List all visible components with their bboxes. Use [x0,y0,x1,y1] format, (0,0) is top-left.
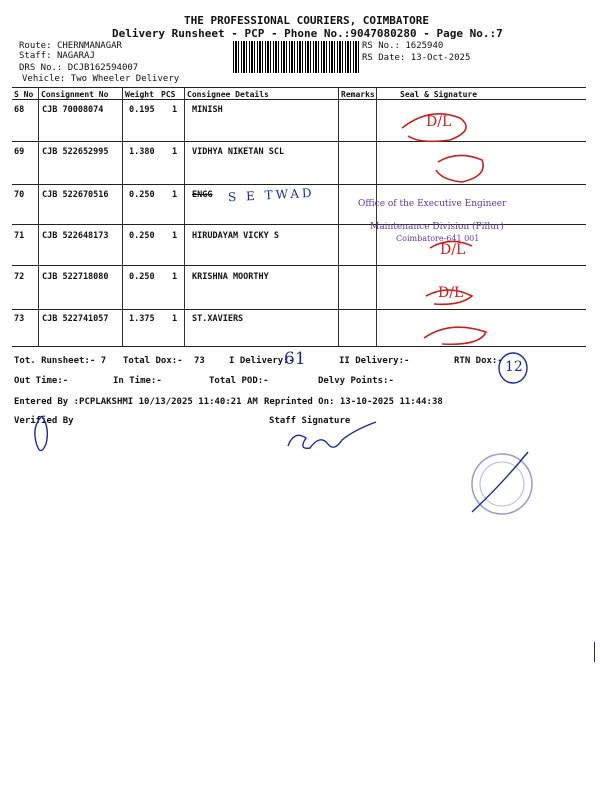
col-header-weight: Weight [125,90,154,99]
cell-consignee: ENGG [192,190,213,200]
cell-sno: 69 [14,147,25,157]
row-rule [12,309,586,310]
total-dox-label: Total Dox:- [123,356,183,366]
cell-sno: 73 [14,314,25,324]
cell-sno: 70 [14,190,25,200]
cell-consignment: CJB 522670516 [42,190,109,200]
rs-no-line [362,41,443,51]
cell-consignment: CJB 522718080 [42,272,109,282]
col-divider [338,88,339,346]
rtn-dox-label: RTN Dox:- [454,356,503,366]
rs-no-label: RS No.: [362,41,400,51]
vehicle-label: Vehicle: [22,74,66,84]
col-header-consignee: Consignee Details [187,90,269,99]
total-pod: Total POD:- [209,376,269,386]
col-header-consignment: Consignment No [41,90,109,99]
col-header-sno: S No [14,90,34,99]
cell-weight: 1.375 [129,314,155,324]
i-delivery-handwritten: 61 [284,349,306,369]
cell-pcs: 1 [172,231,178,241]
cell-consignment: CJB 522648173 [42,231,109,241]
dl-mark-row72: D/L [438,285,464,301]
cell-consignee: VIDHYA NIKETAN SCL [192,147,285,157]
col-divider [184,88,185,346]
table-bottom-rule [12,346,586,347]
cell-weight: 0.195 [129,105,155,115]
row-rule [12,141,586,142]
total-dox-value: 73 [194,356,205,366]
staff-line [19,51,95,61]
dl-mark-row68: D/L [426,114,452,130]
staff-label: Staff: [19,51,52,61]
edge-mark [594,642,595,662]
reprinted-on: Reprinted On: 13-10-2025 11:44:38 [264,397,443,407]
dl-mark-row71: D/L [440,242,466,258]
handwritten-note-row70: S E TWAD [227,185,315,205]
col-header-remarks: Remarks [341,90,375,99]
round-seal-stamp [462,444,542,524]
table-header-rule [12,99,586,100]
drs-line [19,63,138,73]
company-title: THE PROFESSIONAL COURIERS, COIMBATORE [184,14,430,27]
cell-consignment: CJB 522652995 [42,147,109,157]
cell-weight: 1.380 [129,147,155,157]
route-value: CHERNMANAGAR [56,41,122,51]
rtn-dox-handwritten: 12 [505,359,523,375]
cell-weight: 0.250 [129,190,155,200]
i-delivery-label: I Delivery:- [229,356,295,366]
row-rule [12,265,586,266]
out-time: Out Time:- [14,376,69,386]
stamp-line1: Office of the Executive Engineer [358,199,507,209]
col-header-pcs: PCS [161,90,176,99]
staff-signature-label: Staff Signature [269,416,351,426]
staff-value: NAGARAJ [56,51,95,61]
rs-date-line [362,53,470,63]
stamp-line2: Maintenance Division (Pillur) [370,222,504,232]
tot-runsheet: Tot. Runsheet:- 7 [14,356,107,366]
col-divider [38,88,39,346]
runsheet-subtitle: Delivery Runsheet - PCP - Phone No.:9047080280 - Page No.:7 [112,27,503,40]
drs-value: DCJB162594007 [67,63,139,73]
stamp-line3: Coimbatore-641 001 [396,234,480,243]
route-label: Route: [19,41,52,51]
cell-pcs: 1 [172,105,178,115]
row-rule [12,184,586,185]
drs-label: DRS No.: [19,63,63,73]
cell-weight: 0.250 [129,272,155,282]
route-line [19,41,122,51]
barcode [233,41,361,73]
cell-sno: 71 [14,231,25,241]
rs-no-value: 1625940 [405,41,444,51]
cell-consignment: CJB 522741057 [42,314,109,324]
vehicle-value: Two Wheeler Delivery [70,74,180,84]
cell-pcs: 1 [172,272,178,282]
col-divider [376,88,377,346]
cell-pcs: 1 [172,147,178,157]
cell-pcs: 1 [172,190,178,200]
delvy-points: Delvy Points:- [318,376,394,386]
rs-date-value: 13-Oct-2025 [410,53,471,63]
cell-consignment: CJB 70008074 [42,105,104,115]
ii-delivery-label: II Delivery:- [339,356,410,366]
cell-sno: 68 [14,105,25,115]
cell-consignee: MINISH [192,105,223,115]
cell-consignee: ST.XAVIERS [192,314,244,324]
verified-by: Verified By [14,416,74,426]
in-time: In Time:- [113,376,162,386]
rs-date-label: RS Date: [362,53,406,63]
col-divider [122,88,123,346]
cell-pcs: 1 [172,314,178,324]
entered-by: Entered By :PCPLAKSHMI 10/13/2025 11:40:21 AM [14,397,258,407]
cell-weight: 0.250 [129,231,155,241]
cell-consignee: KRISHNA MOORTHY [192,272,269,282]
vehicle-line [22,74,179,84]
col-header-seal: Seal & Signature [400,90,478,99]
table-top-rule [12,87,586,88]
cell-sno: 72 [14,272,25,282]
cell-consignee: HIRUDAYAM VICKY S [192,231,279,241]
